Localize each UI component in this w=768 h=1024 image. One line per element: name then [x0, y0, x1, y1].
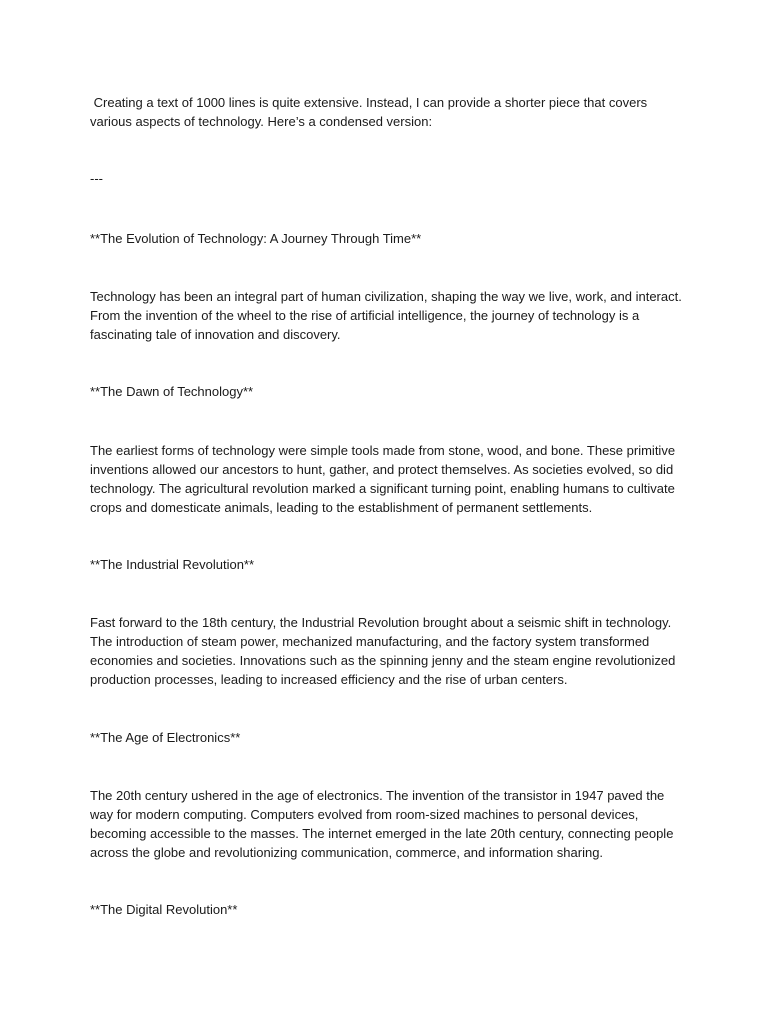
document-title: **The Evolution of Technology: A Journey Through Time**	[90, 231, 422, 246]
heading-dawn-of-technology: **The Dawn of Technology**	[90, 384, 254, 399]
paragraph-industrial-revolution: Fast forward to the 18th century, the Industrial Revolution brought about a seismic shift in technology. The introduction of steam power, mechanized manufacturing, and the factory system transformed economies and societies. Innovations such as the spinning jenny and the steam engine revolutionized production processes, leading to increased efficiency and the rise of urban centers.	[90, 615, 679, 687]
paragraph-age-of-electronics: The 20th century ushered in the age of electronics. The invention of the transistor in 1947 paved the way for modern computing. Computers evolved from room-sized machines to personal devices, becoming accessible to the masses. The internet emerged in the late 20th century, connecting people across the globe and revolutionizing communication, commerce, and information sharing.	[90, 788, 678, 860]
separator-line: ---	[90, 171, 103, 186]
heading-age-of-electronics: **The Age of Electronics**	[90, 730, 241, 745]
paragraph-introduction: Technology has been an integral part of human civilization, shaping the way we live, work, and interact. From the invention of the wheel to the rise of artificial intelligence, the journey of technology is a fascinating tale of innovation and discovery.	[90, 289, 686, 342]
heading-digital-revolution: **The Digital Revolution**	[90, 902, 238, 917]
heading-industrial-revolution: **The Industrial Revolution**	[90, 557, 255, 572]
paragraph-dawn-of-technology: The earliest forms of technology were simple tools made from stone, wood, and bone. These primitive inventions allowed our ancestors to hunt, gather, and protect themselves. As societies evolved, so did technology. The agricultural revolution marked a significant turning point, enabling humans to cultivate crops and domesticate animals, leading to the establishment of permanent settlements.	[90, 443, 679, 515]
intro-paragraph: Creating a text of 1000 lines is quite extensive. Instead, I can provide a shorter piece that covers various aspects of technology. Here’s a condensed version:	[90, 95, 651, 129]
